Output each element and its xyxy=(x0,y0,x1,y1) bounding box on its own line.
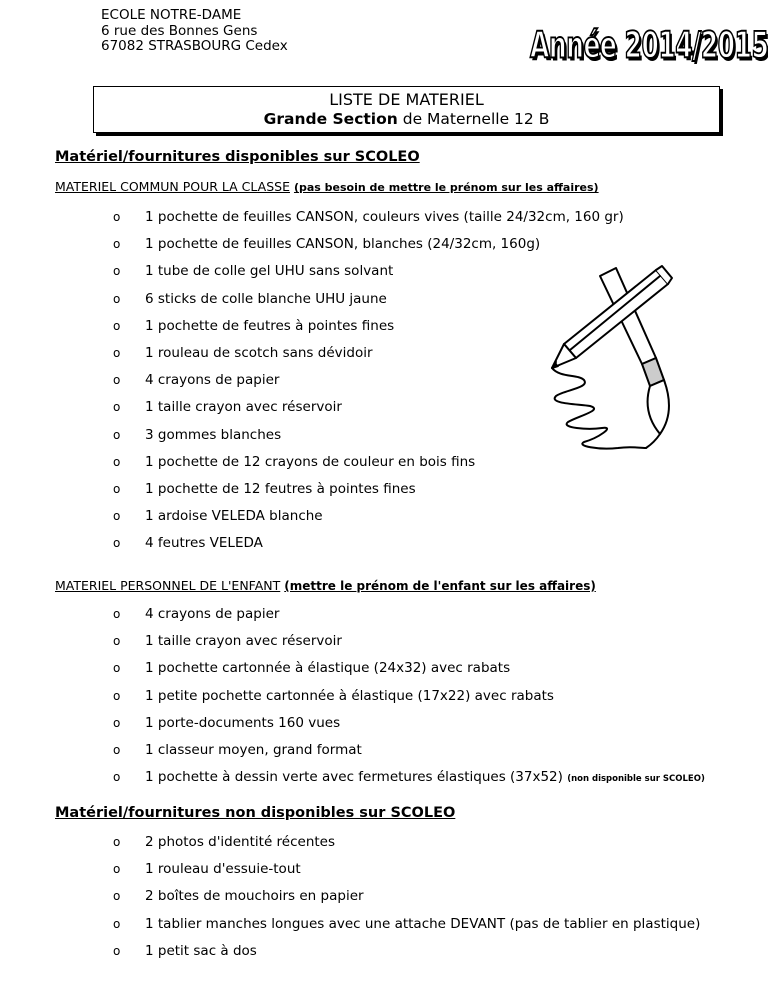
title-box xyxy=(93,86,720,133)
school-name: ECOLE NOTRE-DAME xyxy=(101,7,242,23)
school-address xyxy=(101,8,288,55)
common-material-header xyxy=(55,179,599,194)
bullet: o xyxy=(113,264,121,279)
bullet: o xyxy=(113,916,121,931)
bullet: o xyxy=(113,291,121,306)
item-text: 4 crayons de papier xyxy=(145,606,280,622)
item-text: 4 crayons de papier xyxy=(145,372,280,389)
bullet: o xyxy=(113,536,121,551)
bullet: o xyxy=(113,634,121,649)
school-year-label: Année 2014/2015 xyxy=(530,24,768,67)
pencil-and-brush-icon xyxy=(538,262,698,462)
item-text: 1 pochette de 12 feutres à pointes fines xyxy=(145,480,416,497)
bullet: o xyxy=(113,688,121,703)
item-text: 4 feutres VELEDA xyxy=(145,535,263,552)
item-text: 1 taille crayon avec réservoir xyxy=(145,633,342,650)
bullet: o xyxy=(113,862,121,877)
bullet: o xyxy=(113,509,121,524)
bullet: o xyxy=(113,661,121,676)
bullet: o xyxy=(113,400,121,415)
bullet: o xyxy=(113,943,121,958)
item-text: 2 photos d'identité récentes xyxy=(145,834,336,850)
item-text: 3 gommes blanches xyxy=(145,426,282,443)
bullet: o xyxy=(113,742,121,757)
item-text: 1 rouleau de scotch sans dévidoir xyxy=(145,344,373,361)
personal-material-header xyxy=(55,578,596,593)
school-street: 6 rue des Bonnes Gens xyxy=(101,22,258,39)
bullet: o xyxy=(113,481,121,496)
bullet: o xyxy=(113,237,121,252)
item-text: 1 petit sac à dos xyxy=(145,942,257,959)
bullet: o xyxy=(113,715,121,730)
item-text: 1 pochette cartonnée à élastique (24x32) avec rabats xyxy=(145,660,511,677)
item-text: 1 ardoise VELEDA blanche xyxy=(145,508,323,525)
class-name: de Maternelle 12 B xyxy=(397,110,550,128)
item-text: 6 sticks de colle blanche UHU jaune xyxy=(145,290,387,307)
bullet: o xyxy=(113,889,121,904)
common-material-note: (pas besoin de mettre le prénom sur les affaires) xyxy=(293,181,599,194)
personal-material-note: (mettre le prénom de l'enfant sur les affaires) xyxy=(284,579,596,593)
class-level: Grande Section xyxy=(263,110,398,128)
bullet: o xyxy=(113,318,121,333)
page-title: LISTE DE MATERIEL xyxy=(329,90,484,109)
bullet: o xyxy=(113,770,121,785)
item-main-text: 1 pochette à dessin verte avec fermetures élastiques (37x52) xyxy=(145,769,563,786)
item-text: 1 tube de colle gel UHU sans solvant xyxy=(145,263,394,280)
bullet: o xyxy=(113,373,121,388)
bullet: o xyxy=(113,607,121,621)
bullet: o xyxy=(113,454,121,469)
bullet: o xyxy=(113,427,121,442)
item-text: 1 pochette de 12 crayons de couleur en bois fins xyxy=(145,453,476,470)
item-text: 1 pochette de feuilles CANSON, couleurs vives (taille 24/32cm, 160 gr) xyxy=(145,209,624,225)
section-heading-available: Matériel/fournitures disponibles sur SCOLEO xyxy=(55,149,420,165)
item-text: 1 pochette de feutres à pointes fines xyxy=(145,317,395,334)
bullet: o xyxy=(113,835,121,849)
item-text: 1 tablier manches longues avec une attache DEVANT (pas de tablier en plastique) xyxy=(145,915,701,932)
item-text: 1 rouleau d'essuie-tout xyxy=(145,861,301,878)
section-heading-not-available: Matériel/fournitures non disponibles sur SCOLEO xyxy=(55,805,456,821)
item-text: 2 boîtes de mouchoirs en papier xyxy=(145,888,364,905)
item-note: (non disponible sur SCOLEO) xyxy=(567,774,705,785)
bullet: o xyxy=(113,210,121,224)
school-city: 67082 STRASBOURG Cedex xyxy=(101,38,288,54)
class-subtitle xyxy=(94,109,719,129)
bullet: o xyxy=(113,345,121,360)
personal-material-label: MATERIEL PERSONNEL DE L'ENFANT xyxy=(55,578,281,593)
item-text: 1 petite pochette cartonnée à élastique (17x22) avec rabats xyxy=(145,687,554,704)
item-text: 1 taille crayon avec réservoir xyxy=(145,399,342,416)
item-text: 1 porte-documents 160 vues xyxy=(145,714,341,731)
common-material-label: MATERIEL COMMUN POUR LA CLASSE xyxy=(55,179,290,194)
item-text xyxy=(145,769,705,785)
item-text: 1 pochette de feuilles CANSON, blanches (24/32cm, 160g) xyxy=(145,236,541,253)
item-text: 1 classeur moyen, grand format xyxy=(145,741,362,758)
